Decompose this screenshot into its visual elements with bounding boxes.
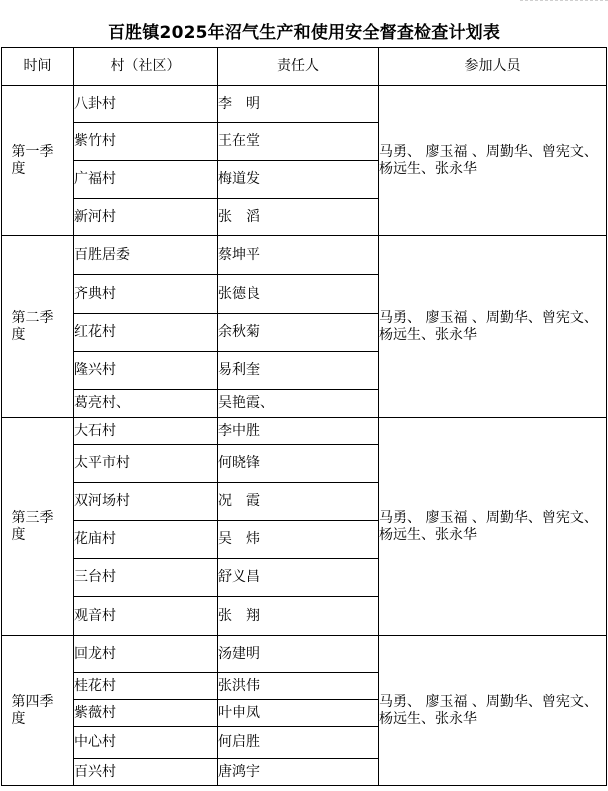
responsible-cell: 张 滔	[218, 199, 379, 236]
responsible-cell: 舒义昌	[218, 559, 379, 597]
header-time: 时间	[2, 48, 74, 86]
responsible-cell: 唐鸿宇	[218, 759, 379, 786]
village-cell: 隆兴村	[74, 352, 218, 390]
responsible-cell: 吴艳霞、	[218, 390, 379, 418]
header-village: 村（社区）	[74, 48, 218, 86]
village-cell: 花庙村	[74, 521, 218, 559]
responsible-cell: 吴 炜	[218, 521, 379, 559]
village-cell: 太平市村	[74, 445, 218, 483]
village-cell: 三台村	[74, 559, 218, 597]
village-cell: 紫竹村	[74, 123, 218, 161]
table-row	[2, 418, 607, 445]
responsible-cell: 梅道发	[218, 161, 379, 199]
village-cell: 红花村	[74, 314, 218, 352]
quarter-4-participants: 马勇、 廖玉福 、周勤华、曾宪文、 杨远生、张永华	[379, 636, 607, 786]
village-cell: 百胜居委	[74, 236, 218, 275]
quarter-4-label: 第四季度	[11, 693, 54, 727]
quarter-2-participants: 马勇、 廖玉福 、周勤华、曾宪文、 杨远生、张永华	[379, 236, 607, 418]
responsible-cell: 余秋菊	[218, 314, 379, 352]
quarter-4-cell	[2, 636, 74, 786]
quarter-3-cell	[2, 418, 74, 636]
village-cell: 中心村	[74, 727, 218, 759]
inspection-plan-table	[1, 47, 607, 786]
quarter-1-cell	[2, 86, 74, 236]
responsible-cell: 易利奎	[218, 352, 379, 390]
header-responsible: 责任人	[218, 48, 379, 86]
village-cell: 回龙村	[74, 636, 218, 673]
header-row	[2, 48, 607, 86]
village-cell: 葛亮村、	[74, 390, 218, 418]
responsible-cell: 何晓锋	[218, 445, 379, 483]
village-cell: 紫薇村	[74, 700, 218, 727]
quarter-3-label: 第三季度	[11, 509, 54, 543]
document-title: 百胜镇2025年沼气生产和使用安全督查检查计划表	[107, 23, 501, 43]
responsible-cell: 蔡坤平	[218, 236, 379, 275]
village-cell: 双河场村	[74, 483, 218, 521]
village-cell: 大石村	[74, 418, 218, 445]
responsible-cell: 张德良	[218, 275, 379, 314]
quarter-2-cell	[2, 236, 74, 418]
responsible-cell: 汤建明	[218, 636, 379, 673]
village-cell: 齐典村	[74, 275, 218, 314]
table-row	[2, 236, 607, 275]
village-cell: 桂花村	[74, 673, 218, 700]
village-cell: 百兴村	[74, 759, 218, 786]
quarter-1-participants: 马勇、 廖玉福 、周勤华、曾宪文、 杨远生、张永华	[379, 86, 607, 236]
village-cell: 八卦村	[74, 86, 218, 123]
quarter-3-participants: 马勇、 廖玉福 、周勤华、曾宪文、 杨远生、张永华	[379, 418, 607, 636]
responsible-cell: 李 明	[218, 86, 379, 123]
responsible-cell: 李中胜	[218, 418, 379, 445]
table-row	[2, 636, 607, 673]
responsible-cell: 王在堂	[218, 123, 379, 161]
page-edge-marker	[520, 0, 608, 5]
quarter-1-label: 第一季度	[11, 143, 54, 177]
responsible-cell: 张洪伟	[218, 673, 379, 700]
quarter-2-label: 第二季度	[11, 309, 54, 343]
responsible-cell: 张 翔	[218, 597, 379, 636]
responsible-cell: 况 霞	[218, 483, 379, 521]
responsible-cell: 何启胜	[218, 727, 379, 759]
header-participants: 参加人员	[379, 48, 607, 86]
village-cell: 广福村	[74, 161, 218, 199]
village-cell: 观音村	[74, 597, 218, 636]
responsible-cell: 叶申凤	[218, 700, 379, 727]
village-cell: 新河村	[74, 199, 218, 236]
table-row	[2, 86, 607, 123]
